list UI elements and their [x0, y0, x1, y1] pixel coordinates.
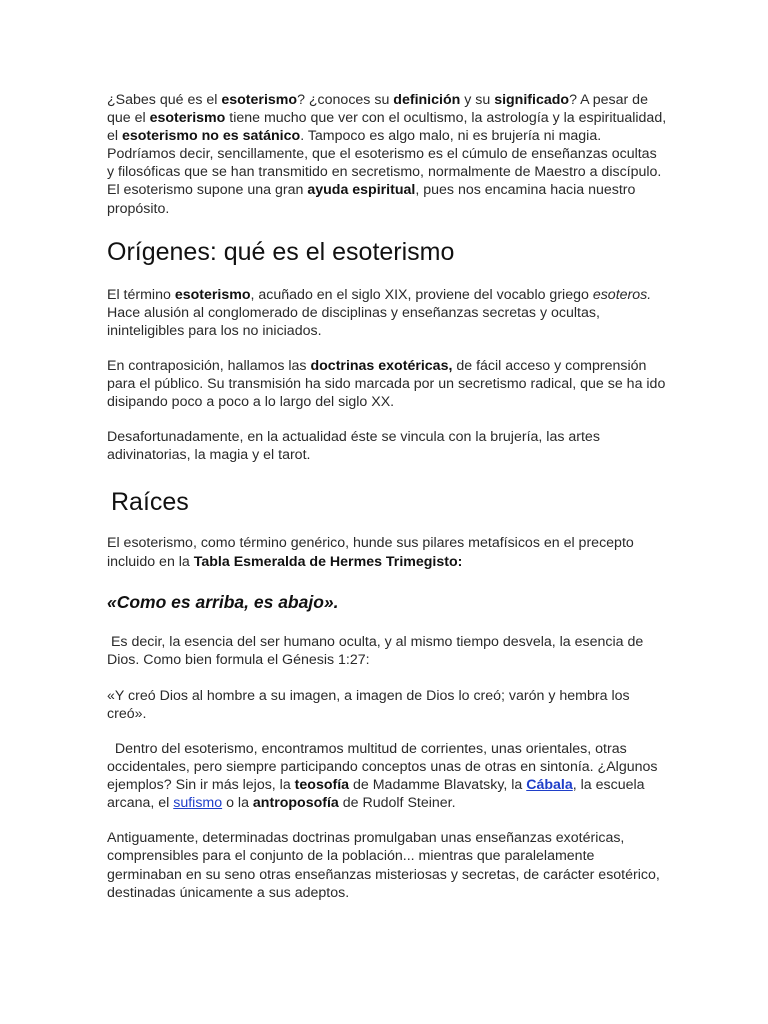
raices-paragraph-genesis-quote: «Y creó Dios al hombre a su imagen, a imagen de Dios lo creó; varón y hembra los creó».: [107, 687, 630, 722]
raices-paragraph-antiguamente: Antiguamente, determinadas doctrinas promulgaban unas enseñanzas exotéricas, comprensibles para el conjunto de la población... mientras que paralelamente germinaban en su seno otras enseñanzas misteriosas y secretas, de carácter esotérico, destinadas únicamente a sus adeptos.: [107, 830, 660, 901]
origenes-paragraph-termino: [107, 286, 667, 340]
paragraph-text: de fácil acceso y comprensión para el público. Su transmisión ha sido marcada por un secretismo radical, que se ha ido disipando poco a poco a lo largo del siglo XX.: [107, 357, 666, 411]
bold-term: teosofía: [294, 777, 350, 794]
bold-term: antroposofía: [252, 795, 339, 812]
paragraph-text: , la escuela arcana, el: [107, 777, 649, 812]
origenes-paragraph-desafortunadamente: Desafortunadamente, en la actualidad éste se vincula con la brujería, las artes adivinatorias, la magia y el tarot.: [107, 429, 600, 464]
paragraph-text: o la: [222, 795, 253, 812]
intro-bold-term: ayuda espiritual: [307, 182, 416, 199]
paragraph-text: Hace alusión al conglomerado de disciplinas y enseñanzas secretas y ocultas, ininteligibles para los no iniciados.: [107, 304, 600, 339]
cabala-link[interactable]: [526, 777, 573, 793]
sufismo-link[interactable]: sufismo: [173, 795, 223, 812]
raices-paragraph-corrientes: [107, 740, 667, 812]
quote-heading: «Como es arriba, es abajo».: [107, 591, 339, 612]
raices-paragraph-tabla: [107, 534, 667, 570]
bold-term: doctrinas exotéricas,: [310, 357, 453, 374]
bold-term: esoterismo: [174, 286, 251, 303]
origenes-paragraph-contraposicion: [107, 357, 667, 411]
intro-text: tiene mucho que ver con el ocultismo, la astrología y la espiritualidad, el: [107, 110, 667, 145]
intro-bold-term: definición: [393, 92, 461, 108]
intro-text: ¿Sabes qué es el: [107, 92, 222, 108]
intro-text: ? ¿conoces su: [297, 92, 394, 108]
paragraph-text: El término: [107, 286, 175, 303]
paragraph-text: En contraposición, hallamos las: [107, 357, 311, 374]
cabala-link-label: Cábala: [526, 777, 573, 794]
bold-term: Tabla Esmeralda de Hermes Trimegisto:: [193, 553, 463, 570]
section-heading-raices: Raíces: [111, 488, 189, 517]
intro-bold-term: esoterismo: [149, 110, 226, 127]
italic-term: esoteros.: [592, 286, 652, 303]
raices-paragraph-es-decir: Es decir, la esencia del ser humano oculta, y al mismo tiempo desvela, la esencia de Dios. Como bien formula el Génesis 1:27:: [107, 633, 648, 668]
paragraph-text: El esoterismo, como término genérico, hunde sus pilares metafísicos en el precepto incluido en la: [107, 535, 634, 570]
intro-text: ? A pesar de que el: [107, 92, 648, 127]
intro-bold-term: significado: [494, 92, 570, 108]
intro-text: , pues nos encamina hacia nuestro propósito.: [107, 182, 636, 217]
intro-text: y su: [460, 92, 495, 108]
intro-bold-term: esoterismo no es satánico: [121, 128, 301, 145]
intro-text: . Tampoco es algo malo, ni es brujería ni magia. Podríamos decir, sencillamente, que el esoterismo es el cúmulo de enseñanzas ocultas y filosóficas que se han transmitido en secretismo, normalmente de Maestro a discípulo. El esoterismo supone una gran: [107, 128, 662, 199]
intro-paragraph: [107, 91, 667, 218]
paragraph-text: Dentro del esoterismo, encontramos multitud de corrientes, unas orientales, otras occidentales, pero siempre participando conceptos unas de otras en sintonía. ¿Algunos ejemplos? Sin ir más lejos, la: [107, 740, 662, 794]
document-page: [107, 86, 667, 902]
section-heading-origenes: Orígenes: qué es el esoterismo: [107, 237, 455, 266]
paragraph-text: de Madamme Blavatsky, la: [349, 777, 527, 794]
intro-bold-term: esoterismo: [221, 92, 298, 108]
paragraph-text: , acuñado en el siglo XIX, proviene del vocablo griego: [250, 286, 593, 303]
paragraph-text: de Rudolf Steiner.: [338, 795, 456, 812]
